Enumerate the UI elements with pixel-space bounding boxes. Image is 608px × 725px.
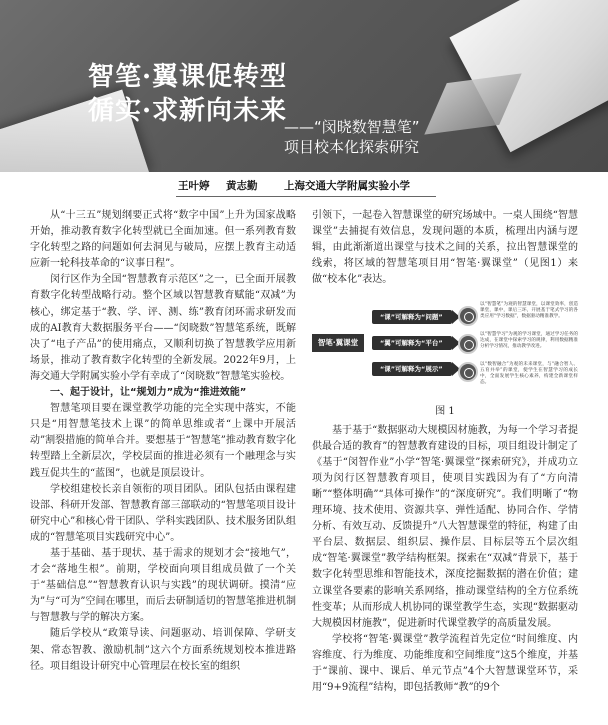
figure-1: [312, 296, 578, 402]
paragraph: 基于基础、基于现状、基于需求的规划才会“接地气”，才会“落地生根”。前期，学校面向项目组成员做了一个关于“基础信息”“智慧教育认识与实践”的现状调研。摸清“应为”与“可为”空间在哪里，而后去研制适切的智慧笔推进机制与智慧教与学的解决方案。: [30, 547, 296, 624]
figure-arrow-label: “课”可解释为“展示”: [372, 362, 452, 376]
paragraph: 引领下，一起卷入智慧课堂的研究场域中。一桌人围绕“智慧课堂”去捕捉有效信息，发现问题的本质，梳理出内涵与逻辑，由此渐渐道出课堂与技术之间的关系，拉出智慧课堂的线索，将区域的智慧笔项目用“智笔·翼课堂”（见图1）来做“校本化”表达。: [312, 210, 578, 286]
figure-root-label: 智笔·翼课堂: [312, 334, 364, 352]
paragraph: 从“十三五”规划纲要正式将“数字中国”上升为国家战略开始，推动教育数字化转型就已全面加速。但一系列教育数字化转型之路的问题如何去洞见与破局，应摆上教育主动适应新一轮科技革命的“议事日程”。: [30, 210, 296, 270]
article-title-line2: 循实·求新向未来: [88, 96, 288, 126]
figure-arrow-label: “课”可解释为“问题”: [372, 310, 452, 324]
article-title-line1: 智笔·翼课促转型: [88, 62, 288, 92]
byline-divider: [176, 196, 436, 197]
paragraph: 闵行区作为全国“智慧教育示范区”之一，已全面开展教育数字化转型战略行动。整个区域以智慧教育赋能“双减”为核心，绑定基于“教、学、评、测、练”教育闭环需求研发而成的AI教育大数据服务平台——“闵晓数”智慧笔系统，既解决了“电子产品”的使用痛点，又顺利切换了智慧教学应用新场景，推动了教育数字化转型的全新发展。2022年9月，上海交通大学附属实验小学有幸成了“闵晓数”智慧笔实验校。: [30, 274, 296, 382]
figure-note: 以“智慧笔”为观的智慧课堂，以课堂效率，创造课堂，课中，课后三环，开展基于笔式学习的各类应用“学习数据”，数据驱动精准教学。: [480, 302, 578, 320]
paragraph: 学校将“智笔·翼课堂”教学流程首先定位“时间维度、内容维度、行为维度、功能维度和空间维度”这5个维度，并基于“课前、课中、课后、单元节点”4个大智慧课堂环节，采用“9+9流程”结构，即包括教师“教”的9个: [312, 633, 578, 694]
figure-arrow-label: “翼”可解释为“平台”: [372, 336, 452, 350]
section-heading: 一、起于设计，让“规划力”成为“推进效能”: [50, 387, 247, 399]
network-icon: [458, 362, 478, 382]
author-name: 王叶婷: [178, 180, 210, 192]
author-name: 黄志勤: [226, 180, 258, 192]
paragraph: 智慧笔项目要在课堂教学功能的完全实现中落实，不能只是“用智慧笔技术上课”的简单思维或者“上课中开展活动”割裂措施的简单合并。要想基于“智慧笔”推动教育数字化转型踏上全新层次，学校层面的推进必须有一个融理念与实践互促共生的“蓝图”，也就是顶层设计。: [30, 403, 296, 479]
figure-note: 以“数智融合”为观的未来课堂，与“融合智人、五育并举”的课堂，使学生在智慧学习的成长中，全面发展学生核心素养，构建全新课堂样态。: [480, 362, 578, 386]
paragraph: 基于基于“数据驱动大规模因材施教，为每一个学习者提供最合适的教育”的智慧教育建设的目标，项目组设计制定了《基于“闵智作业”小学“智笔·翼课堂”探索研究》，并成功立项为闵行区智慧教育项目，使项目实践因为有了“方向清晰”“整体明确”“具体可操作”的“深度研究”。我们明晰了“物理环境、技术使用、资源共享、弹性适配、协同合作、学情分析、有效互动、反馈提升”八大智慧课堂的特征，构建了由平台层、数据层、组织层、操作层、目标层等五个层次组成“智笔·翼课堂”教学结构框架。探索在“双减”背景下，基于数字化转型思维和智能技术，深度挖掘数据的潜在价值；建立课堂各要素的影响关系网络，推动课堂结构的全方位系统性变革；从而形成人机协同的课堂教学生态，实现“数据驱动大规模因材施教”，促进新时代课堂教学的高质量发展。: [312, 424, 578, 629]
paragraph: 随后学校从“政策导读、问题驱动、培训保障、学研支架、常态智教、激励机制”这六个方面系统规划校本推进路径。项目组设计研究中心管理层在校长室的组织: [30, 628, 296, 672]
target-icon: [458, 334, 478, 354]
figure-caption: 图 1: [435, 406, 455, 418]
paragraph: 学校组建校长亲自领衔的项目团队。团队包括由课程建设部、科研开发部、智慧教育部三部联动的“智慧笔项目设计研究中心”和核心骨干团队、学科实践团队、技术服务团队组成的“智慧笔项目实践研究中心”。: [30, 483, 296, 543]
header-banner: [0, 0, 608, 172]
decorative-paper-shape: [449, 0, 608, 152]
right-text-column: [312, 208, 578, 696]
article-subtitle-line2: 项目校本化探索研究: [284, 138, 420, 156]
article-subtitle-line1: ——“闵晓数智慧笔”: [284, 118, 420, 136]
figure-note: 以“智慧学习”为观的学习课堂，通过学习任务的达成，在课堂中探索学习的规律，利用数据精准分析学习情况，推动教学改进。: [480, 332, 578, 350]
author-affiliation: 上海交通大学附属实验小学: [284, 180, 410, 192]
search-icon: [458, 306, 478, 326]
left-text-column: [30, 208, 296, 675]
